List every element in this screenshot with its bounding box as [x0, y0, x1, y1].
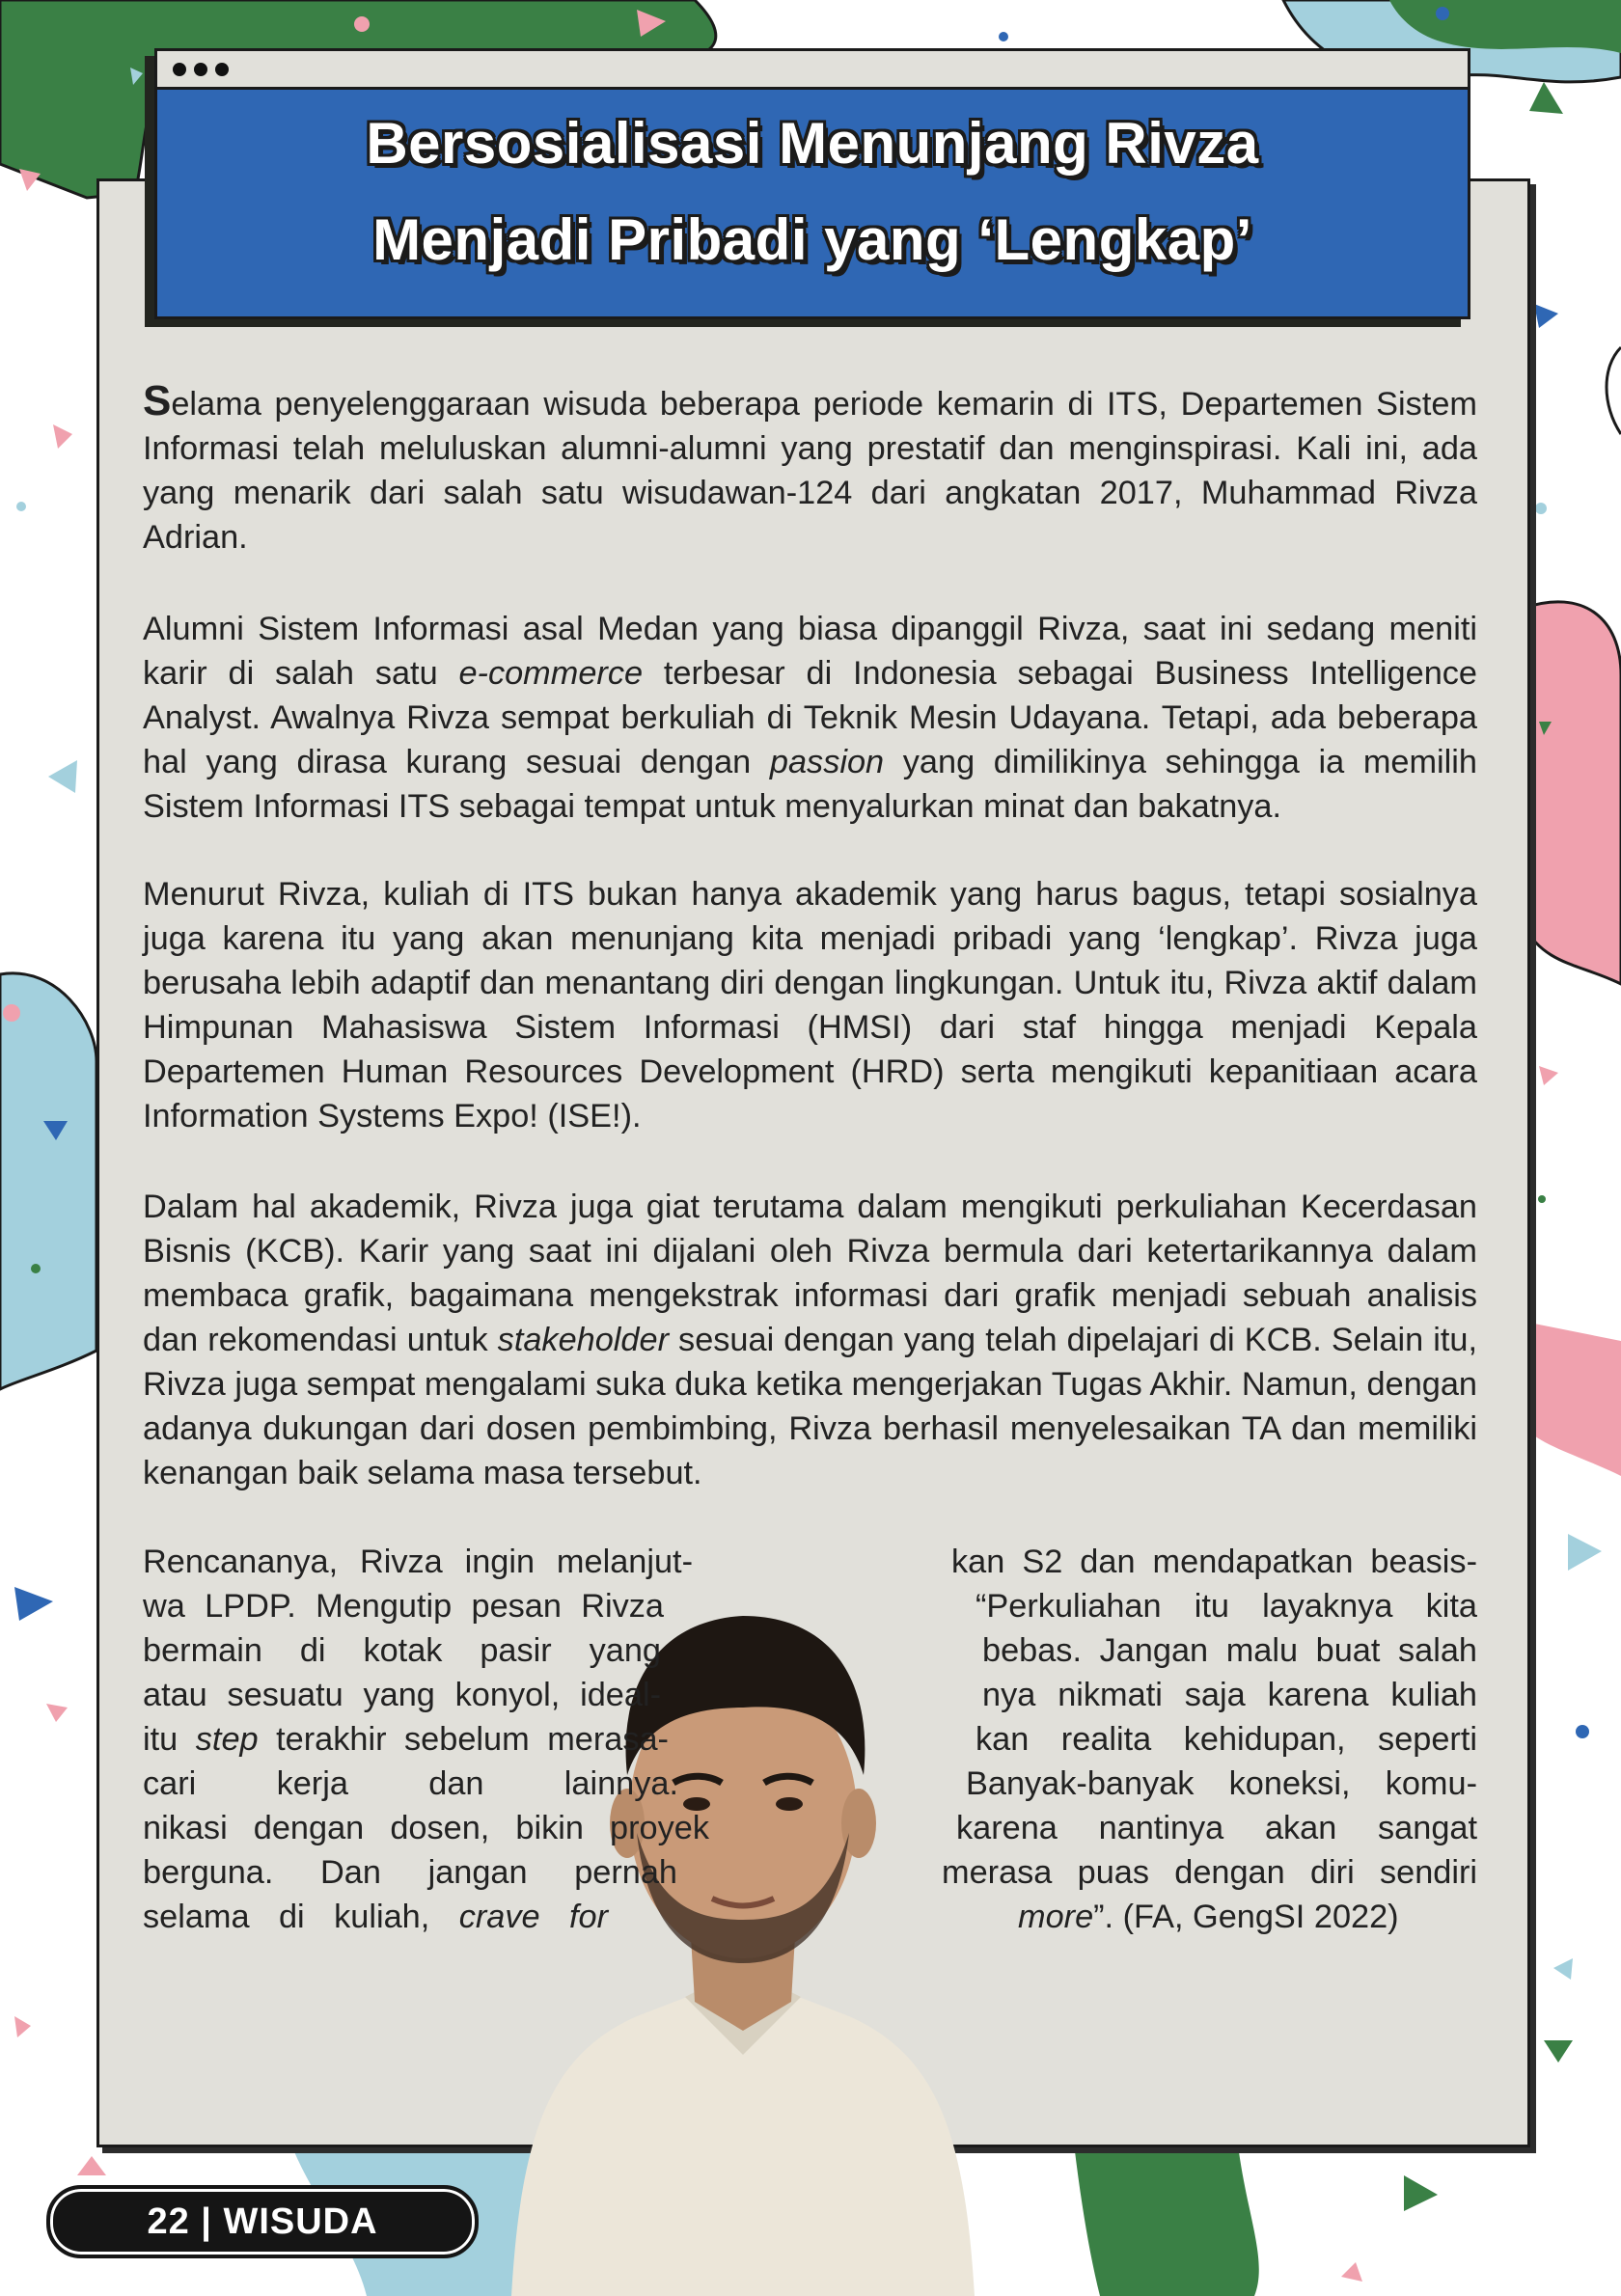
- confetti-triangle: [1534, 304, 1558, 328]
- window-titlebar: [157, 51, 1468, 90]
- paragraph-4: [143, 1185, 1477, 1495]
- page-number-label: 22 | WISUDA: [46, 2185, 479, 2258]
- right-line-3: bebas. Jangan malu buat salah: [982, 1632, 1477, 1669]
- confetti-triangle: [53, 424, 72, 449]
- paragraph-4-text-a: Dalam hal akademik, Rivza juga giat terutama dalam mengikuti perkuliahan Kecerdasan Bisnis (KCB). Karir yang saat ini dijalani oleh Rivza bermula dari ketertarikannya dalam membaca grafik, bagaimana mengekstrak informasi dari grafik menjadi sebuah analisis dan rekomendasi untuk: [143, 1189, 1477, 1358]
- left-line-8: berguna. Dan jangan pernah: [143, 1854, 677, 1891]
- paragraph-2-emphasis-2: passion: [769, 744, 885, 780]
- confetti-triangle: [1404, 2175, 1438, 2211]
- paragraph-3: Menurut Rivza, kuliah di ITS bukan hanya akademik yang harus bagus, tetapi sosialnya juga karena itu yang akan menunjang kita menjadi pribadi yang ‘lengkap’. Rivza juga berusaha lebih adaptif dan menantang diri dengan lingkungan. Untuk itu, Rivza aktif dalam Himpunan Mahasiswa Sistem Informasi (HMSI) dari staf hingga menjadi Kepala Departemen Human Resources Development (HRD) serta mengikuti kepanitiaan acara Information Systems Expo! (ISE!).: [143, 876, 1477, 1134]
- right-line-5: kan realita kehidupan, seperti: [975, 1721, 1477, 1758]
- right-line-2: “Perkuliahan itu layaknya kita: [975, 1588, 1477, 1625]
- confetti-triangle: [1529, 82, 1563, 114]
- paragraph-4-text-b: sesuai dengan yang telah dipelajari di KCB. Selain itu, Rivza juga sempat mengalami suka duka ketika mengerjakan Tugas Akhir. Namun, dengan adanya dukungan dari dosen pembimbing, Rivza berhasil menyelesaikan TA dan memiliki kenangan baik selama masa tersebut.: [143, 1322, 1477, 1491]
- left-line-4: atau sesuatu yang konyol, ideal-: [143, 1677, 661, 1713]
- confetti-triangle: [14, 1587, 53, 1621]
- title-line-2: Menjadi Pribadi yang ‘Lengkap’: [372, 207, 1252, 272]
- confetti-triangle: [1539, 1066, 1558, 1085]
- page-title: [157, 90, 1468, 288]
- left-line-3: bermain di kotak pasir yang: [143, 1632, 661, 1669]
- left-line-6: cari kerja dan lainnya.: [143, 1765, 678, 1802]
- right-line-1: kan S2 dan mendapatkan beasis-: [951, 1544, 1477, 1580]
- paragraph-2-text-b: terbesar di Indonesia sebagai Business Intelligence Analyst. Awalnya Rivza sempat berkuliah di Teknik Mesin Udayana. Tetapi, ada beberapa hal yang dirasa kurang sesuai dengan: [143, 655, 1478, 780]
- confetti-triangle: [1341, 2262, 1362, 2282]
- confetti-triangle: [1553, 1958, 1573, 1980]
- confetti-dot: [1538, 1195, 1546, 1203]
- blue-arc-right: [1607, 347, 1621, 434]
- paragraph-2-emphasis-1: e-commerce: [458, 655, 644, 692]
- right-line-8: merasa puas dengan diri sendiri: [942, 1854, 1477, 1891]
- pink-blob-right-lower: [1525, 1322, 1621, 1476]
- paragraph-2: [143, 607, 1477, 829]
- confetti-triangle: [1544, 2040, 1573, 2063]
- right-column: [941, 1540, 1477, 1939]
- paragraph-4-emphasis: stakeholder: [497, 1322, 669, 1358]
- confetti-dot: [3, 1004, 20, 1022]
- confetti-triangle: [48, 760, 77, 793]
- blue-blob-left: [0, 973, 96, 1389]
- window-dot-icon: [215, 63, 229, 76]
- window-dot-icon: [194, 63, 207, 76]
- dropcap: S: [143, 377, 172, 424]
- confetti-triangle: [14, 2016, 31, 2037]
- right-line-7: karena nantinya akan sangat: [956, 1810, 1477, 1846]
- left-column: [143, 1540, 712, 1939]
- confetti-dot: [16, 502, 26, 511]
- confetti-dot: [354, 16, 370, 32]
- right-line-6: Banyak-banyak koneksi, komu-: [966, 1765, 1477, 1802]
- paragraph-2-text-a: Alumni Sistem Informasi asal Medan yang biasa dipanggil Rivza, saat ini sedang meniti karir di salah satu: [143, 611, 1477, 692]
- paragraph-2-text-c: yang dimilikinya sehingga ia memilih Sistem Informasi ITS sebagai tempat untuk menyalurkan minat dan bakatnya.: [143, 744, 1477, 825]
- confetti-triangle: [77, 2156, 106, 2175]
- eye-right: [776, 1797, 803, 1811]
- left-line-5: itu step terakhir sebelum merasa-: [143, 1721, 669, 1758]
- title-window: [154, 48, 1470, 319]
- confetti-dot: [1535, 503, 1547, 514]
- right-line-9: more”. (FA, GengSI 2022): [1018, 1899, 1399, 1935]
- pink-blob-right: [1525, 602, 1621, 984]
- paragraph-1-text: elama penyelenggaraan wisuda beberapa periode kemarin di ITS, Departemen Sistem Informasi telah meluluskan alumni-alumni yang prestatif dan menginspirasi. Kali ini, ada yang menarik dari salah satu wisudawan-124 dari angkatan 2017, Muhammad Rivza Adrian.: [143, 386, 1477, 556]
- left-line-1: Rencananya, Rivza ingin melanjut-: [143, 1544, 693, 1580]
- left-line-9: selama di kuliah, crave for: [143, 1899, 609, 1935]
- confetti-dot: [999, 32, 1008, 41]
- confetti-triangle: [46, 1704, 68, 1722]
- title-line-1: Bersosialisasi Menunjang Rivza: [366, 111, 1259, 176]
- window-dot-icon: [173, 63, 186, 76]
- right-line-4: nya nikmati saja karena kuliah: [982, 1677, 1477, 1713]
- confetti-dot: [1436, 7, 1449, 20]
- confetti-dot: [1576, 1725, 1589, 1738]
- left-line-2: wa LPDP. Mengutip pesan Rivza: [143, 1588, 664, 1625]
- confetti-triangle: [1568, 1534, 1602, 1571]
- left-line-7: nikasi dengan dosen, bikin proyek: [143, 1810, 709, 1846]
- paragraph-1: [143, 379, 1477, 560]
- confetti-dot: [31, 1264, 41, 1273]
